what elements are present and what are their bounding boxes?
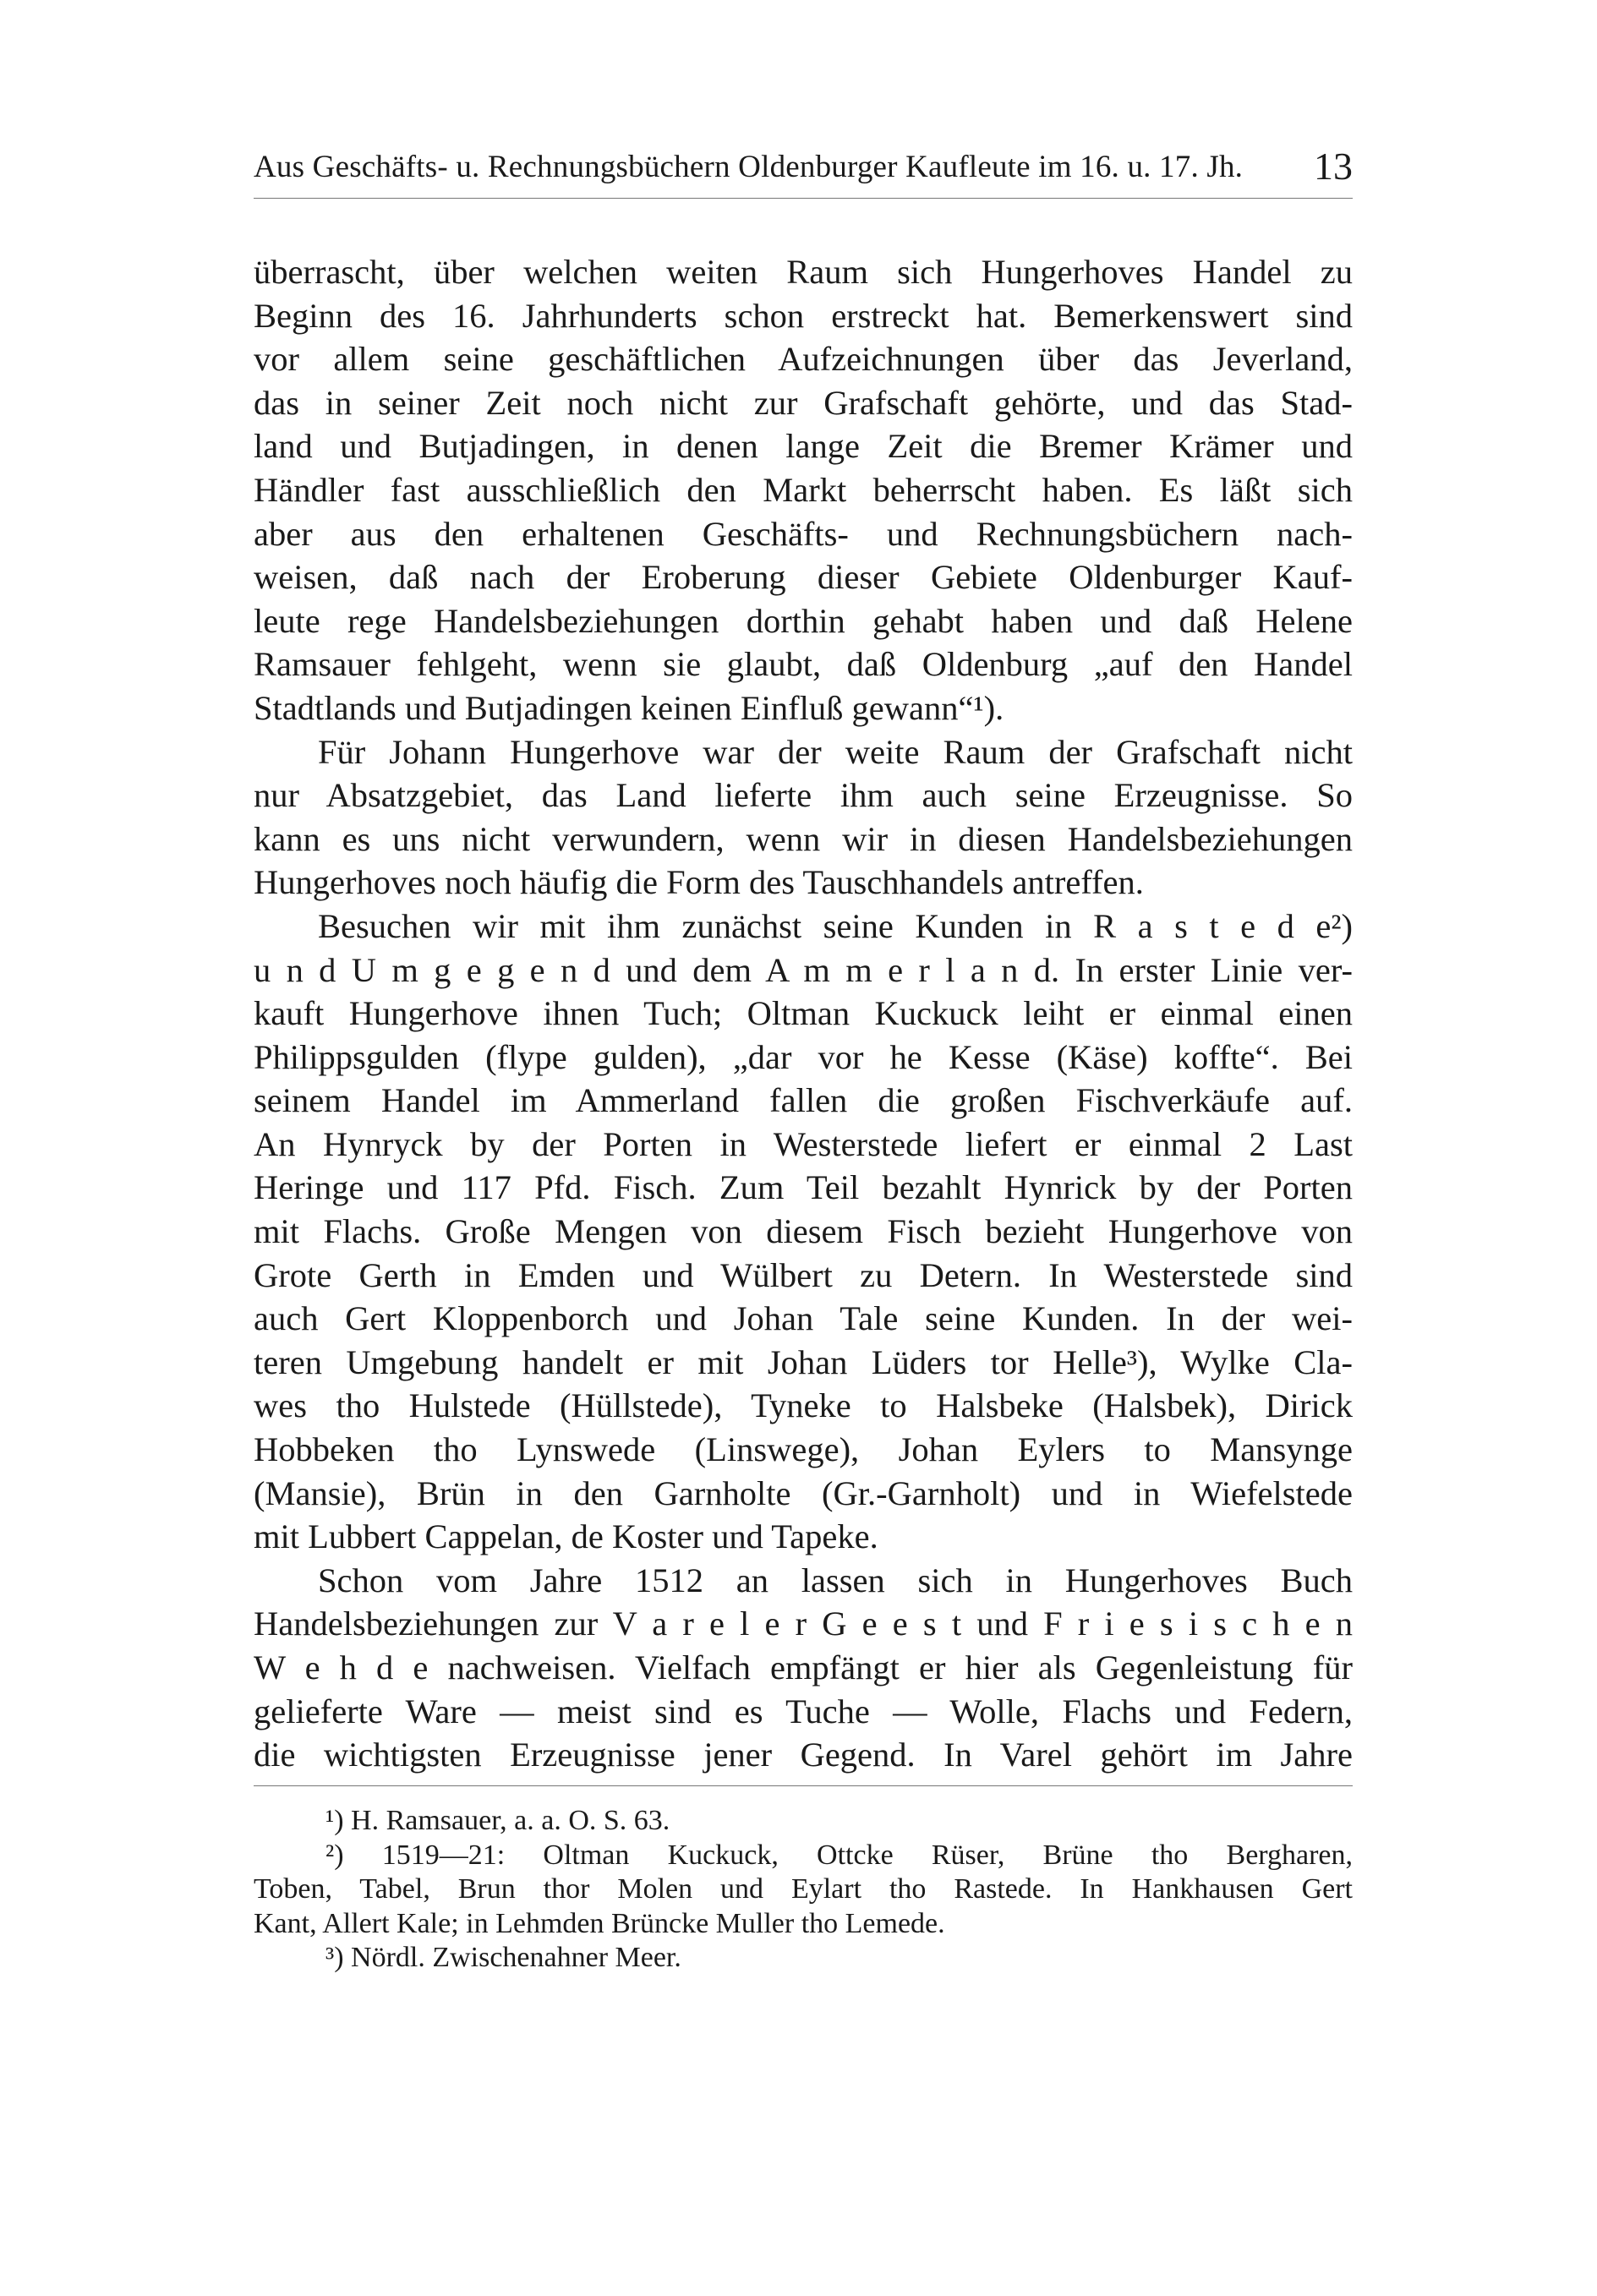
text-line: mit Flachs. Große Mengen von diesem Fisch bezieht Hungerhove von <box>254 1212 1353 1251</box>
text-line: vor allem seine geschäftlichen Aufzeichnungen über das Jeverland, <box>254 340 1353 379</box>
footnote-line: ¹) H. Ramsauer, a. a. O. S. 63. <box>325 1805 670 1836</box>
text-line: Für Johann Hungerhove war der weite Raum der Grafschaft nicht <box>318 732 1353 771</box>
text-line: Ramsauer fehlgeht, wenn sie glaubt, daß Oldenburg „auf den Handel <box>254 645 1353 684</box>
running-head <box>254 142 1353 193</box>
text-line: das in seiner Zeit noch nicht zur Grafschaft gehörte, und das Stad- <box>254 383 1353 422</box>
text-line: Beginn des 16. Jahrhunderts schon erstreckt hat. Bemerkenswert sind <box>254 296 1353 335</box>
text-line: kauft Hungerhove ihnen Tuch; Oltman Kuckuck leiht er einmal einen <box>254 994 1353 1033</box>
text-line: Philippsgulden (flype gulden), „dar vor he Kesse (Käse) koffte“. Bei <box>254 1037 1353 1076</box>
text-line: Stadtlands und Butjadingen keinen Einfluß gewann“¹). <box>254 688 1004 727</box>
footnote-line: ³) Nördl. Zwischenahner Meer. <box>325 1942 681 1973</box>
text-line: Händler fast ausschließlich den Markt beherrscht haben. Es läßt sich <box>254 470 1353 509</box>
text-line: Hungerhoves noch häufig die Form des Tauschhandels antreffen. <box>254 863 1144 902</box>
footnotes <box>254 1804 1353 1976</box>
text-line: kann es uns nicht verwundern, wenn wir in diesen Handelsbeziehungen <box>254 819 1353 858</box>
text-line: aber aus den erhaltenen Geschäfts- und Rechnungsbüchern nach- <box>254 514 1353 553</box>
text-line: teren Umgebung handelt er mit Johan Lüders tor Helle³), Wylke Cla- <box>254 1342 1353 1381</box>
body-text <box>254 250 1353 1777</box>
text-line: (Mansie), Brün in den Garnholte (Gr.-Garnholt) und in Wiefelstede <box>254 1473 1353 1512</box>
text-line: land und Butjadingen, in denen lange Zeit die Bremer Krämer und <box>254 427 1353 466</box>
running-title: Aus Geschäfts- u. Rechnungsbüchern Oldenburger Kaufleute im 16. u. 17. Jh. <box>254 150 1244 184</box>
text-line: wes tho Hulstede (Hüllstede), Tyneke to Halsbeke (Halsbek), Dirick <box>254 1386 1353 1425</box>
text-line: Schon vom Jahre 1512 an lassen sich in Hungerhoves Buch <box>318 1561 1353 1599</box>
text-line: u n d U m g e g e n d und dem A m m e r l a n d. In erster Linie ver- <box>254 950 1353 989</box>
text-line: auch Gert Kloppenborch und Johan Tale seine Kunden. In der wei- <box>254 1299 1353 1338</box>
footnote-line: Toben, Tabel, Brun thor Molen und Eylart tho Rastede. In Hankhausen Gert <box>254 1873 1353 1905</box>
text-line: Grote Gerth in Emden und Wülbert zu Detern. In Westerstede sind <box>254 1255 1353 1294</box>
text-line: W e h d e nachweisen. Vielfach empfängt er hier als Gegenleistung für <box>254 1648 1353 1686</box>
text-line: mit Lubbert Cappelan, de Koster und Tapeke. <box>254 1517 878 1556</box>
text-line: An Hynryck by der Porten in Westerstede liefert er einmal 2 Last <box>254 1124 1353 1163</box>
text-line: leute rege Handelsbeziehungen dorthin gehabt haben und daß Helene <box>254 601 1353 640</box>
footnote-rule <box>254 1785 1353 1786</box>
text-line: Hobbeken tho Lynswede (Linswege), Johan Eylers to Mansynge <box>254 1430 1353 1469</box>
header-rule <box>254 198 1353 199</box>
text-line: weisen, daß nach der Eroberung dieser Gebiete Oldenburger Kauf- <box>254 558 1353 597</box>
text-line: nur Absatzgebiet, das Land lieferte ihm auch seine Erzeugnisse. So <box>254 776 1353 815</box>
text-line: Handelsbeziehungen zur V a r e l e r G e e s t und F r i e s i s c h e n <box>254 1604 1353 1643</box>
text-line: gelieferte Ware — meist sind es Tuche — Wolle, Flachs und Federn, <box>254 1692 1353 1730</box>
footnote-line: Kant, Allert Kale; in Lehmden Brüncke Muller tho Lemede. <box>254 1907 945 1939</box>
text-line: seinem Handel im Ammerland fallen die großen Fischverkäufe auf. <box>254 1081 1353 1120</box>
page-number: 13 <box>1314 145 1353 188</box>
footnote-line: ²) 1519—21: Oltman Kuckuck, Ottcke Rüser, Brüne tho Bergharen, <box>325 1839 1353 1871</box>
text-line: überrascht, über welchen weiten Raum sich Hungerhoves Handel zu <box>254 253 1353 291</box>
text-line: Heringe und 117 Pfd. Fisch. Zum Teil bezahlt Hynrick by der Porten <box>254 1168 1353 1207</box>
text-line: Besuchen wir mit ihm zunächst seine Kunden in R a s t e d e²) <box>318 906 1353 945</box>
text-line: die wichtigsten Erzeugnisse jener Gegend. In Varel gehört im Jahre <box>254 1736 1353 1774</box>
